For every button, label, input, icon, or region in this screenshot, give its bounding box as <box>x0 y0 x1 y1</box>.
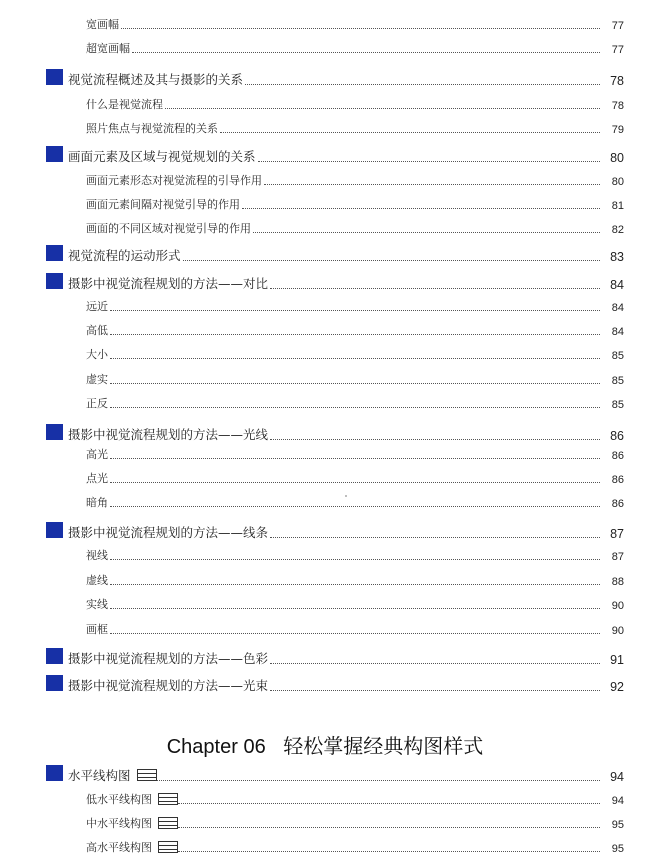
toc-entry[interactable] <box>0 619 650 637</box>
leader-dots <box>110 457 600 459</box>
toc-section-page: 80 <box>610 151 624 165</box>
leader-dots <box>110 406 600 408</box>
toc-entry-label: 宽画幅 <box>86 18 119 31</box>
toc-entry[interactable] <box>0 296 650 314</box>
toc-section-label: 水平线构图 <box>68 768 131 783</box>
toc-section[interactable] <box>0 143 650 165</box>
toc-section-label: 摄影中视觉流程规划的方法——光线 <box>68 427 269 442</box>
toc-entry-label: 中水平线构图 <box>86 817 152 830</box>
toc-section-page: 94 <box>610 770 624 784</box>
leader-dots <box>121 27 600 29</box>
toc-entry-page: 84 <box>611 302 624 314</box>
toc-section-label: 摄影中视觉流程规划的方法——对比 <box>68 276 269 291</box>
leader-dots <box>253 231 600 233</box>
leader-dots <box>178 850 600 852</box>
toc-entry-page: 77 <box>611 20 624 32</box>
toc-entry-page: 86 <box>611 498 624 510</box>
toc-entry[interactable] <box>0 14 650 32</box>
chapter-heading <box>0 730 650 759</box>
toc-entry[interactable] <box>0 789 650 807</box>
toc-section-page: 86 <box>610 429 624 443</box>
section-marker-square <box>46 424 63 440</box>
leader-dots <box>110 357 600 359</box>
leader-dots <box>220 131 600 133</box>
toc-entry-page: 95 <box>611 819 624 831</box>
leader-dots <box>178 826 600 828</box>
toc-section[interactable] <box>0 242 650 264</box>
toc-entry-label: 画面元素间隔对视觉引导的作用 <box>86 198 240 211</box>
section-marker-square <box>46 675 63 691</box>
toc-section-label: 摄影中视觉流程规划的方法——线条 <box>68 525 269 540</box>
toc-section-label: 摄影中视觉流程规划的方法——光束 <box>68 678 269 693</box>
toc-entry-label: 画面的不同区域对视觉引导的作用 <box>86 222 251 235</box>
toc-section-label: 视觉流程概述及其与摄影的关系 <box>68 72 244 87</box>
toc-section[interactable] <box>0 645 650 667</box>
toc-entry-page: 90 <box>611 600 624 612</box>
leader-dots <box>110 583 600 585</box>
toc-entry[interactable] <box>0 369 650 387</box>
toc-entry-label: 高水平线构图 <box>86 841 152 854</box>
toc-entry[interactable] <box>0 393 650 411</box>
horizontal-lines-icon <box>158 817 178 829</box>
leader-dots <box>270 536 600 538</box>
leader-dots <box>110 505 600 507</box>
toc-section-label: 画面元素及区域与视觉规划的关系 <box>68 149 256 164</box>
toc-section-page: 84 <box>610 278 624 292</box>
leader-dots <box>110 333 600 335</box>
toc-section[interactable] <box>0 672 650 694</box>
leader-dots <box>110 607 600 609</box>
leader-dots <box>242 207 600 209</box>
scan-speck <box>345 495 347 497</box>
toc-section-page: 83 <box>610 250 624 264</box>
toc-entry[interactable] <box>0 38 650 56</box>
toc-entry[interactable] <box>0 194 650 212</box>
toc-entry-page: 79 <box>611 124 624 136</box>
toc-entry-label: 画框 <box>86 623 108 636</box>
toc-entry-label: 照片焦点与视觉流程的关系 <box>86 122 218 135</box>
toc-entry-label: 超宽画幅 <box>86 42 130 55</box>
toc-section-page: 78 <box>610 74 624 88</box>
leader-dots <box>110 309 600 311</box>
toc-entry-page: 82 <box>611 224 624 236</box>
toc-section[interactable] <box>0 762 650 784</box>
toc-entry[interactable] <box>0 170 650 188</box>
toc-entry-page: 87 <box>611 551 624 563</box>
horizontal-lines-icon <box>158 841 178 853</box>
toc-entry-label: 什么是视觉流程 <box>86 98 163 111</box>
toc-entry[interactable] <box>0 118 650 136</box>
leader-dots <box>264 183 600 185</box>
toc-entry[interactable] <box>0 468 650 486</box>
toc-section-page: 92 <box>610 680 624 694</box>
toc-entry[interactable] <box>0 320 650 338</box>
leader-dots <box>110 382 600 384</box>
leader-dots <box>245 83 600 85</box>
section-marker-square <box>46 273 63 289</box>
toc-entry[interactable] <box>0 218 650 236</box>
toc-entry[interactable] <box>0 344 650 362</box>
section-marker-square <box>46 522 63 538</box>
toc-section-page: 87 <box>610 527 624 541</box>
toc-entry-page: 77 <box>611 44 624 56</box>
toc-entry[interactable] <box>0 813 650 831</box>
leader-dots <box>110 558 600 560</box>
toc-entry-label: 虚线 <box>86 574 108 587</box>
toc-entry-label: 高低 <box>86 324 108 337</box>
leader-dots <box>178 802 600 804</box>
toc-entry-page: 95 <box>611 843 624 855</box>
toc-entry-page: 84 <box>611 326 624 338</box>
leader-dots <box>157 779 600 781</box>
leader-dots <box>183 259 600 261</box>
toc-entry-page: 88 <box>611 576 624 588</box>
toc-section-page: 91 <box>610 653 624 667</box>
toc-section-label: 视觉流程的运动形式 <box>68 248 181 263</box>
leader-dots <box>270 689 600 691</box>
toc-entry-page: 86 <box>611 450 624 462</box>
toc-section-label: 摄影中视觉流程规划的方法——色彩 <box>68 651 269 666</box>
leader-dots <box>165 107 600 109</box>
toc-entry-page: 85 <box>611 375 624 387</box>
section-marker-square <box>46 146 63 162</box>
toc-section[interactable] <box>0 519 650 541</box>
toc-entry-label: 高光 <box>86 448 108 461</box>
toc-entry[interactable] <box>0 545 650 563</box>
toc-entry[interactable] <box>0 594 650 612</box>
horizontal-lines-icon <box>158 793 178 805</box>
toc-entry-page: 90 <box>611 625 624 637</box>
toc-entry[interactable] <box>0 444 650 462</box>
toc-entry-label: 实线 <box>86 598 108 611</box>
toc-entry-label: 画面元素形态对视觉流程的引导作用 <box>86 174 262 187</box>
toc-entry-page: 85 <box>611 350 624 362</box>
toc-entry[interactable] <box>0 94 650 112</box>
chapter-title: 轻松掌握经典构图样式 <box>283 736 484 758</box>
leader-dots <box>110 481 600 483</box>
toc-entry-label: 视线 <box>86 549 108 562</box>
toc-entry-page: 85 <box>611 399 624 411</box>
leader-dots <box>270 287 600 289</box>
toc-entry-label: 低水平线构图 <box>86 793 152 806</box>
chapter-number: Chapter 06 <box>166 736 266 758</box>
toc-entry-page: 78 <box>611 100 624 112</box>
toc-entry-label: 远近 <box>86 300 108 313</box>
section-marker-square <box>46 648 63 664</box>
toc-entry-page: 80 <box>611 176 624 188</box>
leader-dots <box>110 632 600 634</box>
toc-entry-page: 94 <box>611 795 624 807</box>
section-marker-square <box>46 765 63 781</box>
toc-section[interactable] <box>0 66 650 88</box>
leader-dots <box>258 160 600 162</box>
toc-entry-label: 大小 <box>86 348 108 361</box>
toc-entry-label: 点光 <box>86 472 108 485</box>
horizontal-lines-icon <box>137 769 157 781</box>
toc-entry[interactable] <box>0 837 650 855</box>
toc-entry-page: 81 <box>611 200 624 212</box>
toc-section[interactable] <box>0 270 650 292</box>
toc-entry-label: 正反 <box>86 397 108 410</box>
leader-dots <box>270 662 600 664</box>
toc-entry-page: 86 <box>611 474 624 486</box>
toc-entry[interactable] <box>0 492 650 510</box>
toc-entry-label: 虚实 <box>86 373 108 386</box>
section-marker-square <box>46 245 63 261</box>
toc-entry[interactable] <box>0 570 650 588</box>
toc-entry-label: 暗角 <box>86 496 108 509</box>
leader-dots <box>270 438 600 440</box>
section-marker-square <box>46 69 63 85</box>
leader-dots <box>132 51 600 53</box>
toc-section[interactable] <box>0 421 650 443</box>
